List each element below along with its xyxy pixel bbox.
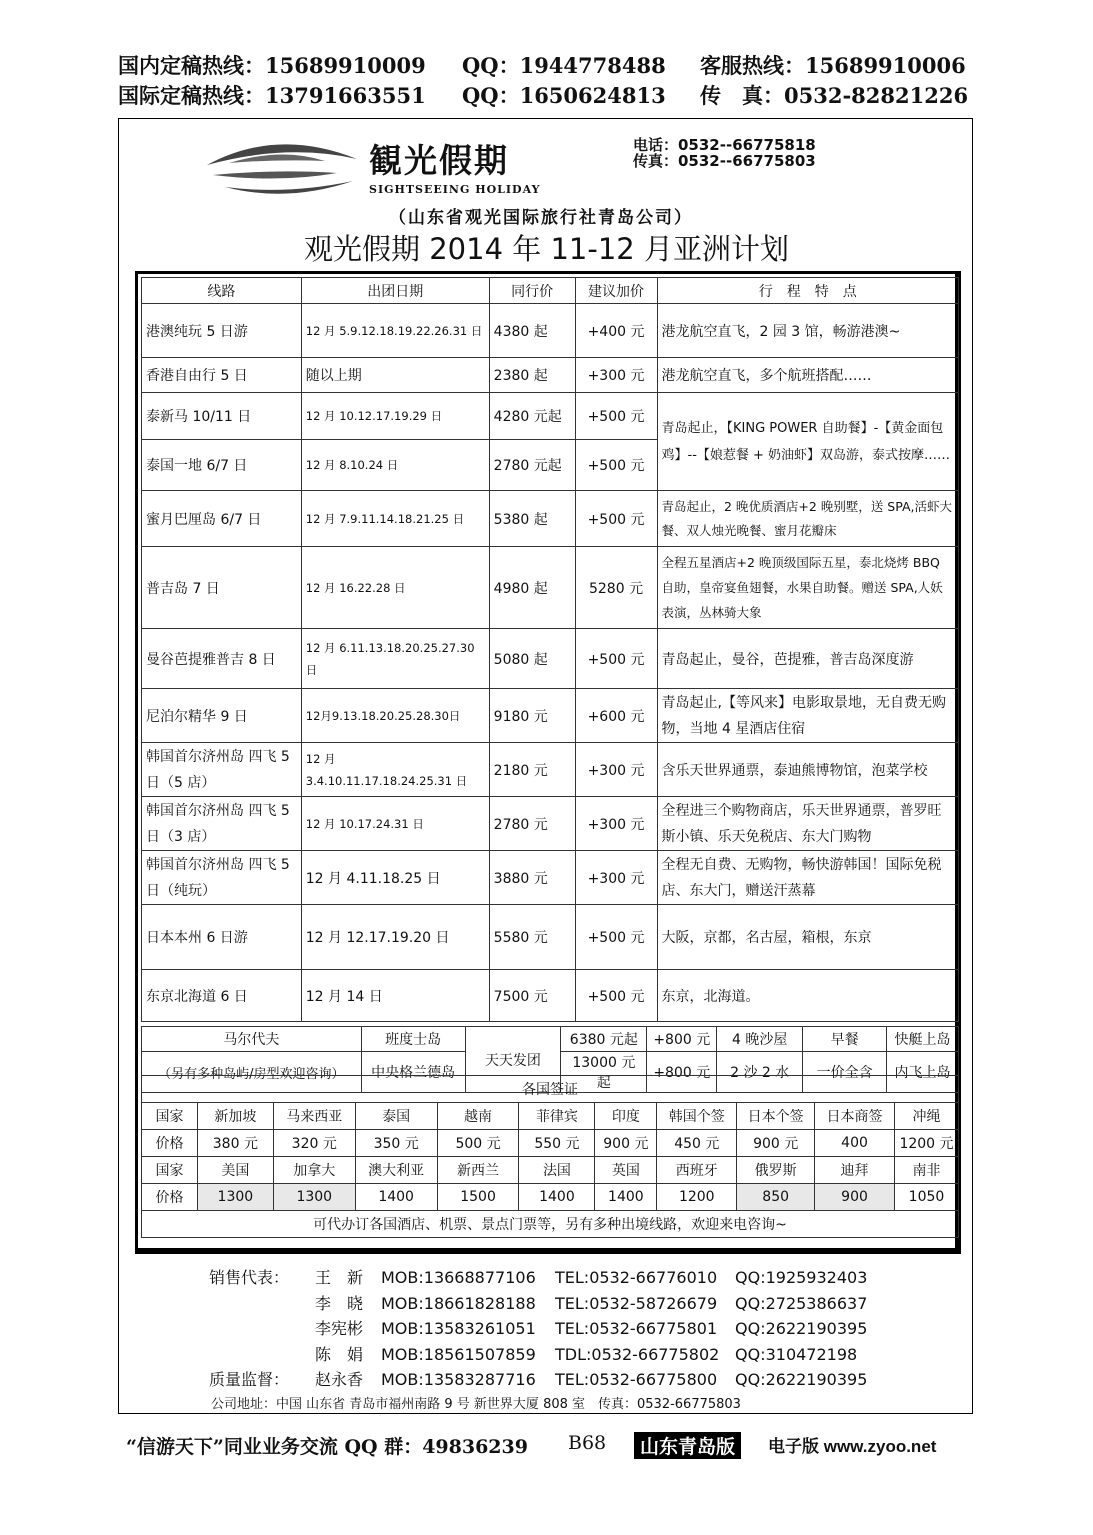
qc-label: 质量监督：	[209, 1370, 290, 1389]
advert-frame	[118, 118, 973, 1414]
header-feature: 行 程 特 点	[657, 278, 959, 304]
date-cell: 12 月 6.11.13.18.20.25.27.30 日	[301, 629, 489, 689]
visa-cell: 价格	[142, 1184, 198, 1211]
date-cell: 12 月 3.4.10.11.17.18.24.25.31 日	[301, 743, 489, 797]
price-cell: 2380 起	[489, 358, 575, 393]
table-row	[142, 970, 959, 1022]
hotline-row-international	[118, 80, 978, 110]
sales-mob: MOB:13583261051	[381, 1319, 536, 1338]
sales-mob: MOB:18661828188	[381, 1293, 536, 1313]
visa-cell: 冲绳	[894, 1103, 958, 1130]
visa-cell: 900 元	[595, 1130, 657, 1157]
visa-cell: 日本个签	[737, 1103, 815, 1130]
page-footer	[126, 1432, 976, 1462]
visa-note-row	[142, 1211, 959, 1238]
feature-cell: 青岛起止，2 晚优质酒店+2 晚别墅，送 SPA,活虾大餐、双人烛光晚餐、蜜月花瓣床	[657, 491, 959, 547]
website-link[interactable]: 电子版 www.zyoo.net	[768, 1437, 937, 1456]
visa-cell: 900	[815, 1184, 895, 1211]
table-row	[142, 547, 959, 629]
visa-cell: 1400	[595, 1184, 657, 1211]
price-cell: 7500 元	[489, 970, 575, 1022]
maldives-note: （另有多种岛屿/房型欢迎咨询）	[142, 1052, 362, 1093]
visa-cell: 俄罗斯	[737, 1157, 815, 1184]
price-cell: 6380 元起	[561, 1027, 647, 1052]
maldives-name: 马尔代夫	[142, 1027, 362, 1052]
route-cell: 东京北海道 6 日	[142, 970, 302, 1022]
schedule-panel	[135, 271, 961, 1254]
table-row	[142, 393, 959, 440]
visa-cell: 价格	[142, 1130, 198, 1157]
brand-english: SIGHTSEEING HOLIDAY	[369, 183, 541, 196]
room-cell: 4 晚沙屋	[717, 1027, 803, 1052]
markup-cell: +500 元	[575, 970, 657, 1022]
feature-cell: 全程无自费、无购物，畅快游韩国！国际免税店、东大门，赠送汗蒸幕	[657, 851, 959, 905]
table-row	[142, 358, 959, 393]
service-hotline: 客服热线：15689910006	[700, 53, 966, 78]
visa-cell: 国家	[142, 1157, 198, 1184]
price-cell: 4980 起	[489, 547, 575, 629]
visa-table	[141, 1075, 959, 1238]
visa-cell: 1400	[519, 1184, 595, 1211]
markup-cell: +500 元	[575, 393, 657, 440]
table-row	[142, 851, 959, 905]
price-cell: 2780 元起	[489, 440, 575, 491]
visa-title: 各国签证	[142, 1076, 959, 1103]
sales-mob: MOB:13668877106	[381, 1268, 536, 1287]
visa-cell: 1300	[273, 1184, 355, 1211]
date-cell: 随以上期	[301, 358, 489, 393]
feature-cell: 全程进三个购物商店，乐天世界通票，普罗旺斯小镇、乐天免税店、东大门购物	[657, 797, 959, 851]
visa-cell: 西班牙	[657, 1157, 737, 1184]
sales-tel: TEL:0532-66775800	[555, 1370, 718, 1389]
feature-cell: 港龙航空直飞，多个航班搭配……	[657, 358, 959, 393]
markup-cell: +500 元	[575, 440, 657, 491]
visa-cell: 新西兰	[437, 1157, 519, 1184]
feature-cell: 青岛起止,【等风来】电影取景地，无自费无购物，当地 4 星酒店住宿	[657, 689, 959, 743]
table-row	[142, 689, 959, 743]
domestic-qq: QQ：1944778488	[462, 53, 666, 78]
date-cell: 12 月 16.22.28 日	[301, 547, 489, 629]
sales-label: 销售代表：	[209, 1268, 290, 1287]
sales-name: 王 新	[315, 1268, 364, 1287]
price-cell: 5080 起	[489, 629, 575, 689]
brand-name: 観光假期	[369, 141, 509, 180]
visa-cell: 国家	[142, 1103, 198, 1130]
tour-table	[141, 277, 959, 1022]
visa-cell: 日本商签	[815, 1103, 895, 1130]
meal-cell: 一价全含	[803, 1052, 887, 1093]
visa-cell: 迪拜	[815, 1157, 895, 1184]
sales-tel: TEL:0532-58726679	[555, 1293, 718, 1313]
route-cell: 蜜月巴厘岛 6/7 日	[142, 491, 302, 547]
visa-cell: 350 元	[355, 1130, 437, 1157]
meal-cell: 早餐	[803, 1027, 887, 1052]
price-cell: 4280 元起	[489, 393, 575, 440]
international-qq: QQ：1650624813	[462, 83, 666, 108]
sales-qq: QQ:310472198	[735, 1344, 858, 1364]
visa-cell: 400	[815, 1130, 895, 1157]
feature-cell: 东京，北海道。	[657, 970, 959, 1022]
company-address: 公司地址：中国 山东省 青岛市福州南路 9 号 新世界大厦 808 室 传真：0532-66775803	[211, 1397, 741, 1412]
table-row	[142, 797, 959, 851]
sales-name: 李 晓	[315, 1293, 364, 1313]
sales-qq: QQ:2622190395	[735, 1370, 868, 1389]
table-row	[142, 1027, 959, 1052]
visa-title-row	[142, 1076, 959, 1103]
visa-note: 可代办订各国酒店、机票、景点门票等，另有多种出境线路，欢迎来电咨询~	[142, 1211, 959, 1238]
visa-cell: 1400	[355, 1184, 437, 1211]
route-cell: 普吉岛 7 日	[142, 547, 302, 629]
visa-cell: 380 元	[197, 1130, 273, 1157]
company-name: （山东省观光国际旅行社青岛公司）	[389, 208, 693, 228]
visa-cell: 澳大利亚	[355, 1157, 437, 1184]
visa-cell: 越南	[437, 1103, 519, 1130]
visa-cell: 900 元	[737, 1130, 815, 1157]
visa-cell: 新加坡	[197, 1103, 273, 1130]
date-cell: 12 月 12.17.19.20 日	[301, 905, 489, 970]
visa-cell: 1050	[894, 1184, 958, 1211]
transfer-cell: 快艇上岛	[887, 1027, 959, 1052]
route-cell: 港澳纯玩 5 日游	[142, 304, 302, 358]
island-cell: 中央格兰德岛	[361, 1052, 465, 1093]
feature-cell: 青岛起止，曼谷，芭提雅，普吉岛深度游	[657, 629, 959, 689]
table-row	[142, 1130, 959, 1157]
table-row	[142, 491, 959, 547]
markup-cell: +300 元	[575, 797, 657, 851]
sales-tel: TEL:0532-66776010	[555, 1268, 718, 1287]
visa-cell: 菲律宾	[519, 1103, 595, 1130]
hotline-header	[118, 50, 978, 110]
route-cell: 韩国首尔济州岛 四飞 5 日（3 店）	[142, 797, 302, 851]
markup-cell: +300 元	[575, 743, 657, 797]
markup-cell: +500 元	[575, 905, 657, 970]
header-markup: 建议加价	[575, 278, 657, 304]
visa-cell: 英国	[595, 1157, 657, 1184]
visa-cell: 1200 元	[894, 1130, 958, 1157]
visa-cell: 法国	[519, 1157, 595, 1184]
table-row	[142, 1184, 959, 1211]
sales-tel: TEL:0532-66775801	[555, 1319, 718, 1338]
route-cell: 曼谷芭提雅普吉 8 日	[142, 629, 302, 689]
brand-fax: 传真：0532--66775803	[633, 152, 816, 170]
sales-mob: MOB:13583287716	[381, 1370, 536, 1389]
markup-cell: +600 元	[575, 689, 657, 743]
route-cell: 泰新马 10/11 日	[142, 393, 302, 440]
sales-qq: QQ:1925932403	[735, 1268, 868, 1287]
markup-cell: +300 元	[575, 358, 657, 393]
date-cell: 12 月 5.9.12.18.19.22.26.31 日	[301, 304, 489, 358]
route-cell: 香港自由行 5 日	[142, 358, 302, 393]
visa-cell: 500 元	[437, 1130, 519, 1157]
visa-cell: 850	[737, 1184, 815, 1211]
price-cell: 2780 元	[489, 797, 575, 851]
markup-cell: +800 元	[647, 1052, 717, 1093]
page-title: 观光假期 2014 年 11-12 月亚洲计划	[304, 232, 789, 266]
visa-cell: 550 元	[519, 1130, 595, 1157]
island-cell: 班度士岛	[361, 1027, 465, 1052]
table-row	[142, 1157, 959, 1184]
sales-name: 赵永香	[315, 1370, 364, 1389]
date-cell: 12 月 7.9.11.14.18.21.25 日	[301, 491, 489, 547]
domestic-hotline: 国内定稿热线：15689910009	[118, 53, 426, 78]
visa-cell: 320 元	[273, 1130, 355, 1157]
visa-cell: 450 元	[657, 1130, 737, 1157]
price-cell: 13000 元起	[561, 1052, 647, 1093]
route-cell: 韩国首尔济州岛 四飞 5 日（纯玩）	[142, 851, 302, 905]
visa-cell: 1200	[657, 1184, 737, 1211]
date-cell: 12 月 10.17.24.31 日	[301, 797, 489, 851]
price-cell: 4380 起	[489, 304, 575, 358]
sales-name: 李宪彬	[315, 1319, 364, 1338]
brand-header	[207, 137, 967, 232]
table-row	[142, 629, 959, 689]
markup-cell: +300 元	[575, 851, 657, 905]
visa-cell: 加拿大	[273, 1157, 355, 1184]
table-row	[142, 304, 959, 358]
markup-cell: +400 元	[575, 304, 657, 358]
route-cell: 泰国一地 6/7 日	[142, 440, 302, 491]
price-cell: 2180 元	[489, 743, 575, 797]
edition-badge: 山东青岛版	[634, 1432, 741, 1459]
visa-cell: 1300	[197, 1184, 273, 1211]
route-cell: 韩国首尔济州岛 四飞 5 日（5 店）	[142, 743, 302, 797]
route-cell: 尼泊尔精华 9 日	[142, 689, 302, 743]
table-row	[142, 743, 959, 797]
visa-cell: 韩国个签	[657, 1103, 737, 1130]
date-cell: 12 月 14 日	[301, 970, 489, 1022]
sales-mob: MOB:18561507859	[381, 1344, 536, 1364]
sales-tel: TDL:0532-66775802	[555, 1344, 720, 1364]
visa-cell: 泰国	[355, 1103, 437, 1130]
price-cell: 9180 元	[489, 689, 575, 743]
feature-cell: 大阪，京都，名古屋，箱根，东京	[657, 905, 959, 970]
route-cell: 日本本州 6 日游	[142, 905, 302, 970]
date-cell: 12 月 8.10.24 日	[301, 440, 489, 491]
date-cell: 12月9.13.18.20.25.28.30日	[301, 689, 489, 743]
date-cell: 12 月 4.11.18.25 日	[301, 851, 489, 905]
table-row	[142, 905, 959, 970]
fax-number: 传 真：0532-82821226	[700, 83, 969, 108]
visa-cell: 马来西亚	[273, 1103, 355, 1130]
price-cell: 5580 元	[489, 905, 575, 970]
tour-table-header	[142, 278, 959, 304]
departure-cell: 天天发团	[465, 1027, 561, 1093]
footer-slogan: “信游天下”同业业务交流 QQ 群：49836239	[126, 1436, 528, 1458]
markup-cell: +500 元	[575, 491, 657, 547]
visa-cell: 南非	[894, 1157, 958, 1184]
markup-cell: 5280 元	[575, 547, 657, 629]
hotline-row-domestic	[118, 50, 978, 80]
markup-cell: +500 元	[575, 629, 657, 689]
price-cell: 3880 元	[489, 851, 575, 905]
swoosh-logo-icon	[207, 137, 357, 201]
sales-name: 陈 娟	[315, 1344, 364, 1364]
visa-cell: 印度	[595, 1103, 657, 1130]
international-hotline: 国际定稿热线：13791663551	[118, 83, 426, 108]
transfer-cell: 内飞上岛	[887, 1052, 959, 1093]
date-cell: 12 月 10.12.17.19.29 日	[301, 393, 489, 440]
markup-cell: +800 元	[647, 1027, 717, 1052]
sales-qq: QQ:2725386637	[735, 1293, 868, 1313]
header-date: 出团日期	[301, 278, 489, 304]
brand-phone: 电话：0532--66775818	[633, 136, 816, 154]
header-price: 同行价	[489, 278, 575, 304]
feature-cell: 港龙航空直飞，2 园 3 馆，畅游港澳~	[657, 304, 959, 358]
room-cell: 2 沙 2 水	[717, 1052, 803, 1093]
sales-qq: QQ:2622190395	[735, 1319, 868, 1338]
page-number: B68	[568, 1432, 607, 1454]
brand-contact	[633, 137, 816, 169]
table-row	[142, 1103, 959, 1130]
feature-cell: 全程五星酒店+2 晚顶级国际五星，泰北烧烤 BBQ 自助，皇帝宴鱼翅餐，水果自助餐。赠送 SPA,人妖表演，丛林骑大象	[657, 547, 959, 629]
price-cell: 5380 起	[489, 491, 575, 547]
header-route: 线路	[142, 278, 302, 304]
feature-cell: 含乐天世界通票，泰迪熊博物馆，泡菜学校	[657, 743, 959, 797]
feature-cell: 青岛起止，【KING POWER 自助餐】-【黄金面包鸡】--【娘惹餐 + 奶油虾】双岛游，泰式按摩……	[657, 393, 959, 491]
visa-cell: 1500	[437, 1184, 519, 1211]
visa-cell: 美国	[197, 1157, 273, 1184]
